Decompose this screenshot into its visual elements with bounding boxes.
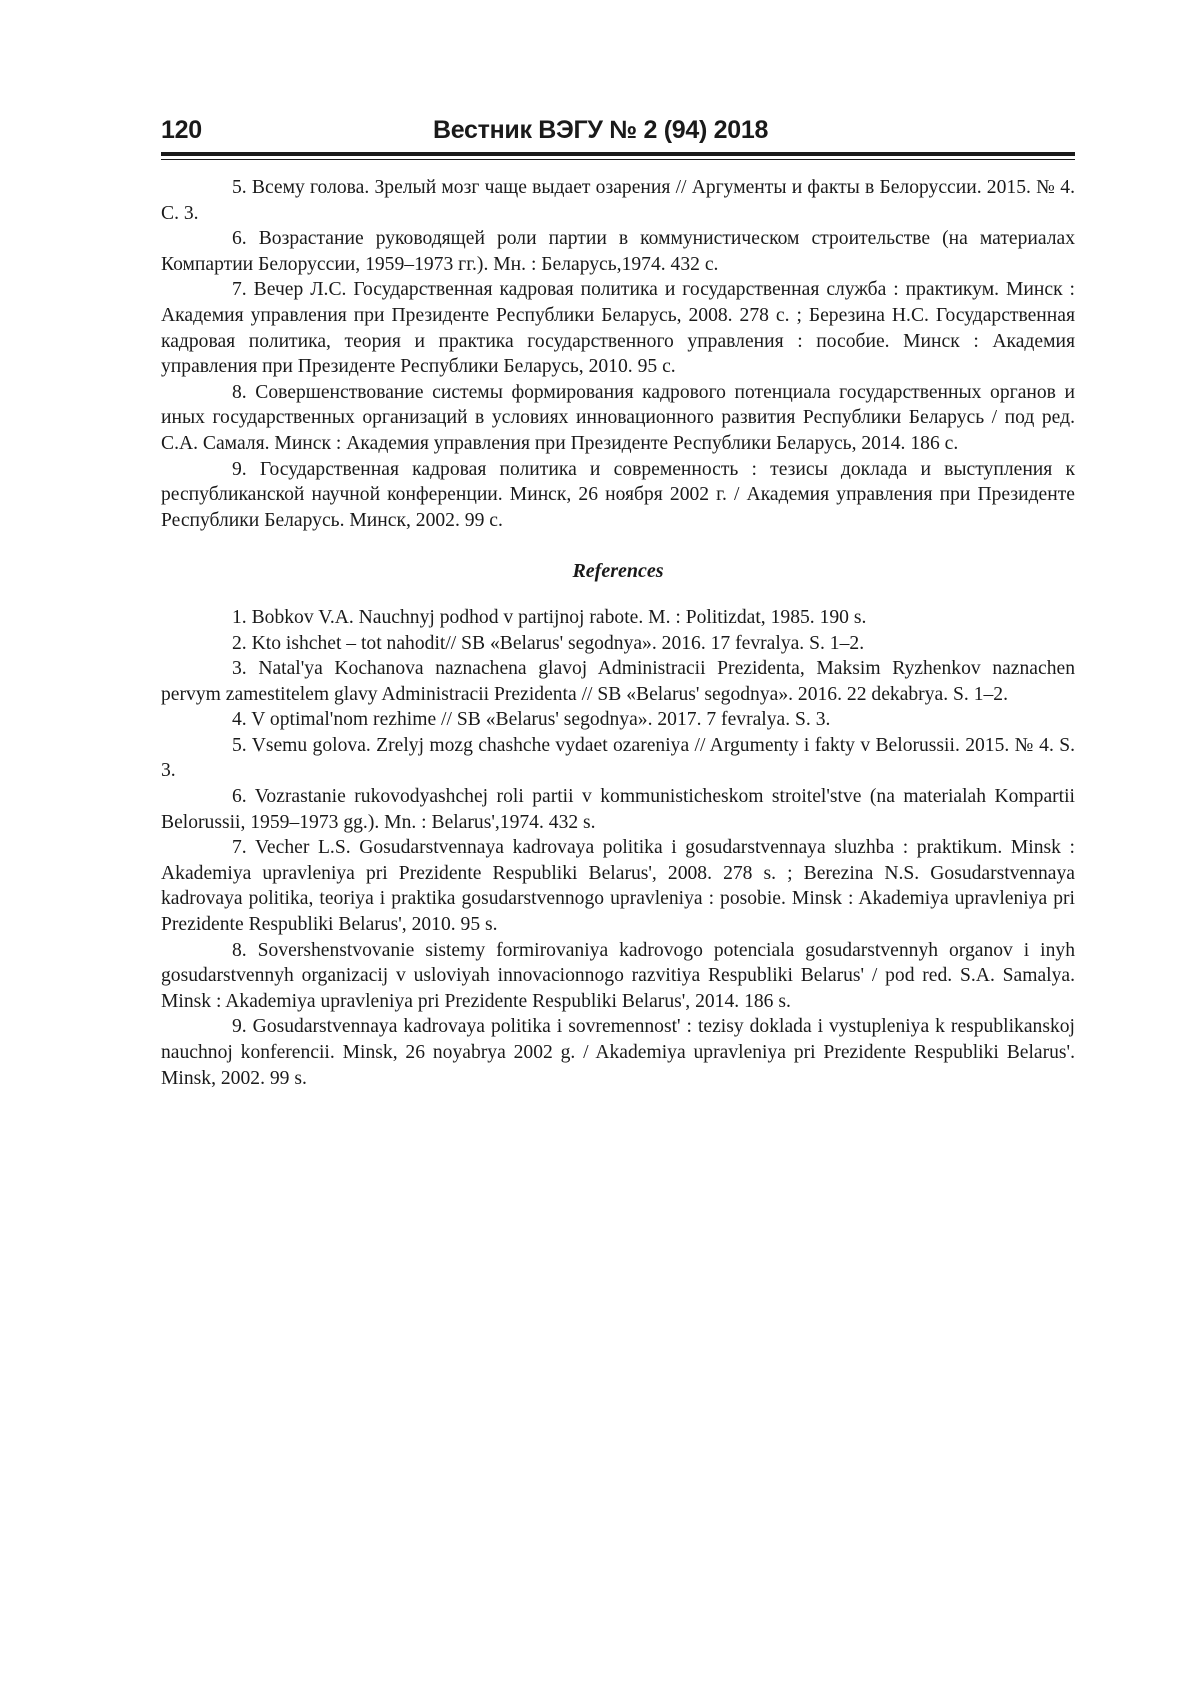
running-header <box>161 110 1075 150</box>
russian-reference-item: 7. Вечер Л.С. Государственная кадровая политика и государственная служба : практикум. Минск : Академия управления при Президенте Республики Беларусь, 2008. 278 с. ; Березина Н.С. Государственная кадровая политика, теория и практика государственного управления : пособие. Минск : Академия управления при Президенте Республики Беларусь, 2010. 95 с. <box>161 279 1075 378</box>
journal-title: Вестник ВЭГУ № 2 (94) 2018 <box>433 116 769 144</box>
reference-item: 7. Vecher L.S. Gosudarstvennaya kadrovaya politika i gosudarstvennaya sluzhba : praktikum. Minsk : Akademiya upravleniya pri Prezidente Respubliki Belarus', 2008. 278 s. ; Berezina N.S. Gosudarstvennaya kadrovaya politika, teoriya i praktika gosudarstvennogo upravleniya : posobie. Minsk : Akademiya upravleniya pri Prezidente Respubliki Belarus', 2010. 95 s. <box>161 837 1075 936</box>
header-rule-thin <box>161 159 1075 160</box>
page-number: 120 <box>161 116 202 144</box>
reference-item: 3. Natal'ya Kochanova naznachena glavoj Administracii Prezidenta, Maksim Ryzhenkov naznachen pervym zamestitelem glavy Administracii Prezidenta // SB «Belarus' segodnya». 2016. 22 dekabrya. S. 1–2. <box>161 658 1075 705</box>
reference-list <box>161 175 1075 1091</box>
reference-item: 8. Sovershenstvovanie sistemy formirovaniya kadrovogo potenciala gosudarstvennyh organov i inyh gosudarstvennyh organizacij v usloviyah innovacionnogo razvitiya Respubliki Belarus' / pod red. S.A. Samalya. Minsk : Akademiya upravleniya pri Prezidente Respubliki Belarus', 2014. 186 s. <box>161 939 1075 1012</box>
russian-reference-item: 5. Всему голова. Зрелый мозг чаще выдает озарения // Аргументы и факты в Белоруссии. 2015. № 4. С. 3. <box>161 177 1075 224</box>
reference-item: 5. Vsemu golova. Zrelyj mozg chashche vydaet ozareniya // Argumenty i fakty v Belorussii. 2015. № 4. S. 3. <box>161 734 1075 782</box>
reference-item: 2. Kto ishchet – tot nahodit// SB «Belarus' segodnya». 2016. 17 fevralya. S. 1–2. <box>232 632 865 654</box>
reference-item: 1. Bobkov V.A. Nauchnyj podhod v partijnoj rabote. M. : Politizdat, 1985. 190 s. <box>232 606 867 628</box>
journal-page <box>161 110 1075 1089</box>
russian-reference-item: 9. Государственная кадровая политика и современность : тезисы доклада и выступления к республиканской научной конференции. Минск, 26 ноября 2002 г. / Академия управления при Президенте Республики Беларусь. Минск, 2002. 99 с. <box>161 458 1075 531</box>
reference-item: 9. Gosudarstvennaya kadrovaya politika i sovremennost' : tezisy doklada i vystupleniya k respublikanskoj nauchnoj konferencii. Minsk, 26 noyabrya 2002 g. / Akademiya upravleniya pri Prezidente Respubliki Belarus'. Minsk, 2002. 99 s. <box>161 1016 1075 1089</box>
russian-reference-item: 6. Возрастание руководящей роли партии в коммунистическом строительстве (на материалах Компартии Белоруссии, 1959–1973 гг.). Мн. : Беларусь,1974. 432 с. <box>161 228 1075 275</box>
reference-item: 6. Vozrastanie rukovodyashchej roli partii v kommunisticheskom stroitel'stve (na materialah Kompartii Belorussii, 1959–1973 gg.). Mn. : Belarus',1974. 432 s. <box>161 786 1075 833</box>
header-rule-thick <box>161 152 1075 156</box>
russian-reference-item: 8. Совершенствование системы формирования кадрового потенциала государственных органов и иных государственных организаций в условиях инновационного развития Республики Беларусь / под ред. С.А. Самаля. Минск : Академия управления при Президенте Республики Беларусь, 2014. 186 с. <box>161 381 1075 454</box>
references-heading: References <box>572 560 664 583</box>
reference-item: 4. V optimal'nom rezhime // SB «Belarus' segodnya». 2017. 7 fevralya. S. 3. <box>232 709 831 731</box>
